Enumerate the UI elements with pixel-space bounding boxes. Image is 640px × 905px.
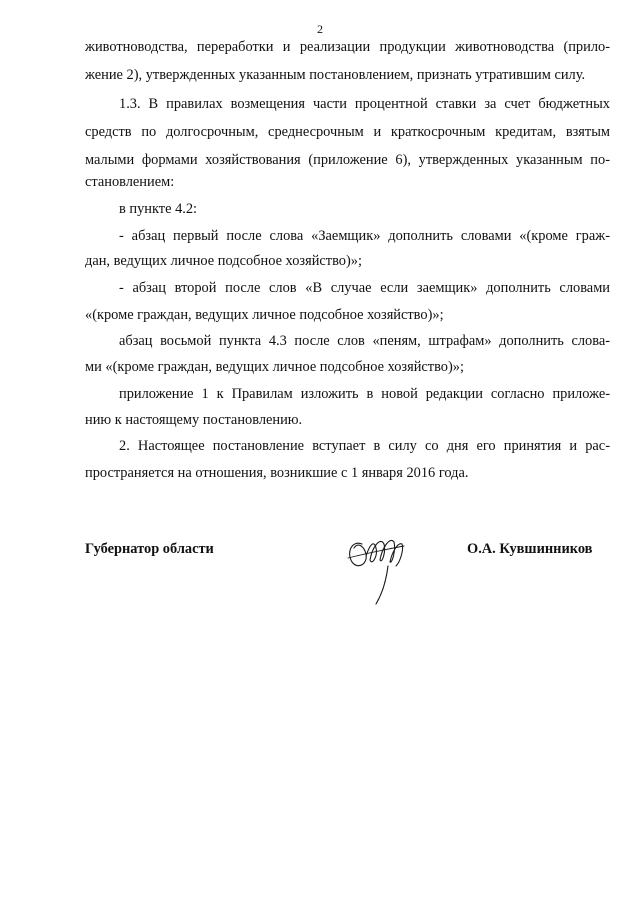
- text-line: жение 2), утвержденных указанным постановлением, признать утратившим силу.: [85, 67, 586, 83]
- text-line: абзац восьмой пункта 4.3 после слов «пеням, штрафам» дополнить слова-: [119, 333, 610, 349]
- text-line: средств по долгосрочным, среднесрочным и краткосрочным кредитам, взятым: [85, 124, 610, 140]
- text-line: - абзац второй после слов «В случае если заемщик» дополнить словами: [119, 280, 610, 296]
- text-line: «(кроме граждан, ведущих личное подсобное хозяйство)»;: [85, 307, 444, 323]
- text-line: животноводства, переработки и реализации продукции животноводства (прило-: [85, 39, 610, 55]
- text-line: малыми формами хозяйствования (приложение 6), утвержденных указанным по-: [85, 152, 610, 168]
- handwritten-signature: [342, 522, 412, 608]
- text-line: в пункте 4.2:: [119, 201, 198, 217]
- text-line: 2. Настоящее постановление вступает в силу со дня его принятия и рас-: [119, 438, 610, 454]
- text-line: пространяется на отношения, возникшие с 1 января 2016 года.: [85, 465, 469, 481]
- text-line: 1.3. В правилах возмещения части процентной ставки за счет бюджетных: [119, 96, 610, 112]
- text-line: ми «(кроме граждан, ведущих личное подсобное хозяйство)»;: [85, 359, 464, 375]
- text-line: дан, ведущих личное подсобное хозяйство)»;: [85, 253, 362, 269]
- text-line: приложение 1 к Правилам изложить в новой редакции согласно приложе-: [119, 386, 610, 402]
- page-number: 2: [317, 22, 323, 36]
- text-line: нию к настоящему постановлению.: [85, 412, 303, 428]
- text-line: - абзац первый после слова «Заемщик» дополнить словами «(кроме граж-: [119, 228, 610, 244]
- signatory-name: О.А. Кувшинников: [467, 541, 593, 557]
- text-line: становлением:: [85, 174, 175, 190]
- signatory-title: Губернатор области: [85, 541, 214, 557]
